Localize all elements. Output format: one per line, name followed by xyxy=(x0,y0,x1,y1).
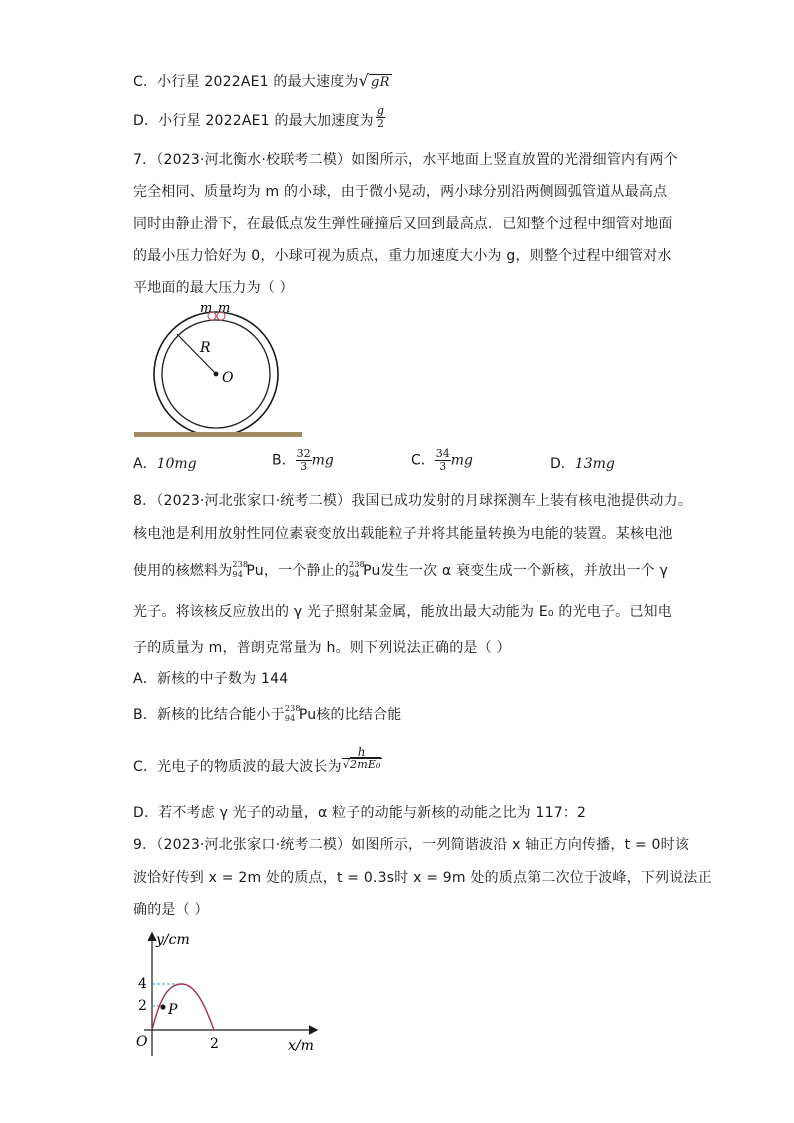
label-m-right: m xyxy=(218,301,231,316)
q7b-suffix: mg xyxy=(311,452,334,469)
q7b-fraction xyxy=(296,448,312,473)
q7a-label: A． xyxy=(133,456,157,472)
q8l3-b: Pu，一个静止的 xyxy=(246,563,350,579)
iso1-z: 94 xyxy=(232,570,243,579)
q6d-num: g xyxy=(376,103,385,117)
q7-ring-figure xyxy=(130,300,310,442)
q7c-num: 34 xyxy=(435,447,450,460)
q8-option-c xyxy=(133,744,382,776)
q8-line-4: 光子。将该核反应放出的 γ 光子照射某金属，能放出最大动能为 E₀ 的光电子。已知电 xyxy=(133,604,672,620)
q6c-sqrt: √ gR xyxy=(358,71,390,90)
y-axis-label: y/cm xyxy=(156,932,190,948)
isotope-pu-2 xyxy=(349,562,363,580)
q9-line-3: 确的是（ ） xyxy=(133,902,209,918)
q7b-label: B． xyxy=(272,452,296,469)
q8-line-1: 8．（2023·河北张家口·统考二模）我国已成功发射的月球探测车上装有核电池提供动力。 xyxy=(133,493,693,509)
q8-line-2: 核电池是利用放射性同位素衰变放出载能粒子并将其能量转换为电能的装置。某核电池 xyxy=(133,526,673,542)
q8-line-3 xyxy=(133,562,668,580)
tick-y2: 2 xyxy=(138,998,147,1014)
q9-line-2: 波恰好传到 x = 2m 处的质点，t = 0.3s时 x = 9m 处的质点第二次位于波峰，下列说法正 xyxy=(133,870,712,886)
q8-option-d: D．若不考虑 γ 光子的动量，α 粒子的动能与新核的动能之比为 117：2 xyxy=(133,805,587,821)
q6d-den: 2 xyxy=(376,116,385,130)
tick-x2: 2 xyxy=(210,1036,219,1052)
q7c-den: 3 xyxy=(435,460,451,473)
x-axis-label: x/m xyxy=(288,1038,314,1054)
q6-option-d xyxy=(133,103,385,130)
q8c-text: C．光电子的物质波的最大波长为 xyxy=(133,759,342,775)
q9-line-1: 9．（2023·河北张家口·统考二模）如图所示，一列简谐波沿 x 轴正方向传播，t = 0时该 xyxy=(133,837,690,853)
q7-option-c xyxy=(411,448,473,473)
label-P: P xyxy=(168,1002,178,1018)
iso1-mass: 238 xyxy=(232,560,249,569)
label-R: R xyxy=(200,340,211,356)
q9-wave-figure xyxy=(130,928,330,1058)
q7c-fraction xyxy=(435,448,451,473)
q8c-den-text: 2mE₀ xyxy=(350,757,381,771)
isotope-pu-1 xyxy=(232,560,249,580)
q8c-fraction xyxy=(342,746,382,771)
q7d-value: 13mg xyxy=(574,456,615,472)
q8b-a: B．新核的比结合能小于 xyxy=(133,707,285,723)
point-P xyxy=(160,1004,165,1009)
q8-option-b xyxy=(133,706,401,724)
q8l3-a: 使用的核燃料为 xyxy=(133,563,233,579)
q7-line-4: 的最小压力恰好为 0，小球可视为质点，重力加速度大小为 g，则整个过程中细管对水 xyxy=(133,248,672,264)
iso2-mass: 238 xyxy=(349,560,365,569)
iso3-mass: 238 xyxy=(284,704,301,713)
q6c-text: C．小行星 2022AE1 的最大速度为 xyxy=(133,74,359,90)
q7c-suffix: mg xyxy=(450,452,474,469)
q7c-label: C． xyxy=(411,452,435,469)
q7d-label: D． xyxy=(550,456,575,472)
origin-label: O xyxy=(136,1034,148,1050)
q8-line-5: 子的质量为 m，普朗克常量为 h。则下列说法正确的是（ ） xyxy=(133,640,511,656)
q6-option-c xyxy=(133,72,392,92)
q8c-num: h xyxy=(357,744,366,759)
q6d-text: D．小行星 2022AE1 的最大加速度为 xyxy=(133,113,374,129)
q8b-b: Pu核的比结合能 xyxy=(298,707,402,723)
q7b-num: 32 xyxy=(296,447,311,460)
q6d-fraction xyxy=(376,105,385,130)
q7-option-a xyxy=(133,455,197,473)
q7b-den: 3 xyxy=(296,460,312,473)
ground-bar xyxy=(134,432,302,437)
q8l3-c: Pu发生一次 α 衰变生成一个新核，并放出一个 γ xyxy=(363,563,669,579)
q8c-den: √2mE₀ xyxy=(342,757,381,771)
q7a-value: 10mg xyxy=(156,456,197,472)
label-m-left: m xyxy=(200,301,213,316)
q8-option-a: A．新核的中子数为 144 xyxy=(133,671,289,687)
q7-option-b xyxy=(272,448,334,473)
isotope-pu-3 xyxy=(285,706,299,724)
q7-line-1: 7．（2023·河北衡水·校联考二模）如图所示，水平地面上竖直放置的光滑细管内有两个 xyxy=(133,152,678,168)
iso2-z: 94 xyxy=(349,570,360,579)
tick-y4: 4 xyxy=(138,976,147,992)
iso3-z: 94 xyxy=(284,714,296,723)
q7-line-5: 平地面的最大压力为（ ） xyxy=(133,280,294,296)
q7-line-3: 同时由静止滑下，在最低点发生弹性碰撞后又回到最高点．已知整个过程中细管对地面 xyxy=(133,216,673,232)
label-O: O xyxy=(222,370,234,386)
center-dot xyxy=(214,372,219,377)
q7-option-d xyxy=(550,455,615,473)
q7-line-2: 完全相同、质量均为 m 的小球，由于微小晃动，两小球分别沿两侧圆弧管道从最高点 xyxy=(133,184,668,200)
q6c-radicand: gR xyxy=(371,75,390,90)
